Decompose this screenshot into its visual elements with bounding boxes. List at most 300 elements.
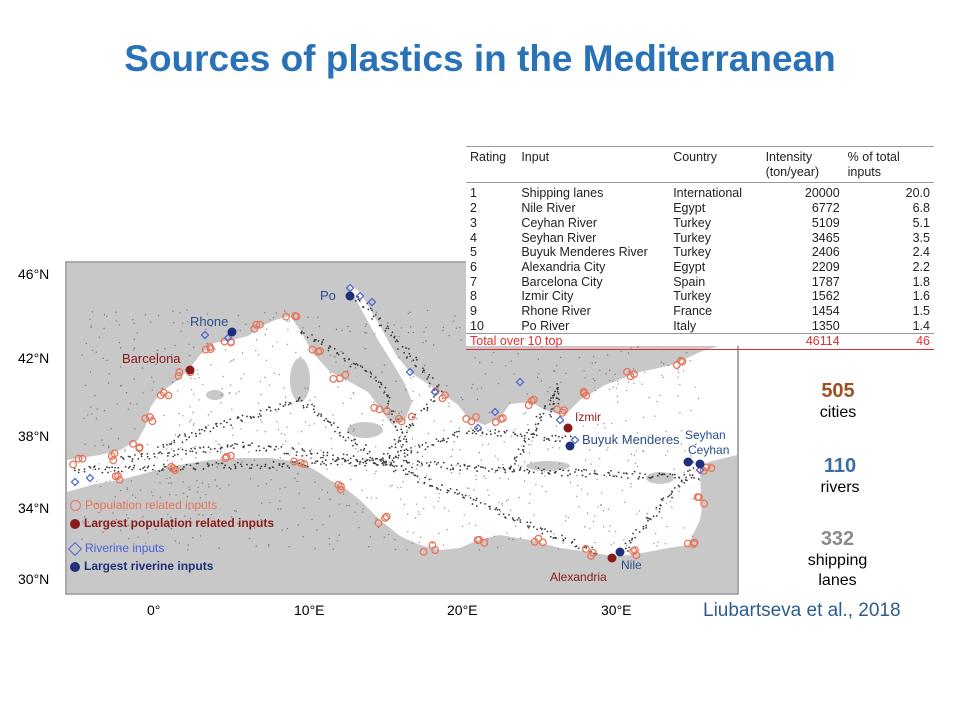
shipping-dot (287, 344, 288, 345)
shipping-dot (109, 373, 110, 374)
shipping-dot (178, 413, 179, 414)
shipping-dot (153, 453, 155, 455)
shipping-dot (190, 448, 192, 450)
shipping-dot (147, 456, 149, 458)
shipping-dot (231, 360, 232, 361)
shipping-dot (100, 486, 101, 487)
table-cell: 2406 (811, 245, 840, 260)
shipping-dot (361, 413, 362, 414)
shipping-dot (472, 503, 474, 505)
shipping-dot (157, 446, 159, 448)
shipping-dot (427, 310, 428, 311)
table-cell: 20.0 (905, 186, 930, 201)
shipping-dot (535, 484, 536, 485)
shipping-dot (423, 408, 425, 410)
shipping-dot (202, 483, 203, 484)
shipping-dot (481, 460, 482, 461)
shipping-dot (683, 474, 685, 476)
shipping-dot (251, 464, 253, 466)
shipping-dot (162, 444, 164, 446)
shipping-dot (663, 377, 664, 378)
shipping-dot (207, 462, 209, 464)
shipping-dot (410, 425, 412, 427)
shipping-dot (420, 466, 421, 467)
shipping-dot (260, 419, 261, 420)
shipping-dot (479, 549, 480, 550)
shipping-dot (375, 518, 376, 519)
shipping-dot (559, 447, 560, 448)
shipping-dot (365, 462, 367, 464)
shipping-dot (427, 446, 429, 448)
shipping-dot (188, 544, 189, 545)
shipping-dot (642, 526, 644, 528)
shipping-dot (92, 350, 93, 351)
shipping-dot (407, 462, 409, 464)
shipping-dot (584, 526, 585, 527)
shipping-dot (493, 352, 494, 353)
shipping-dot (276, 341, 277, 342)
shipping-dot (426, 407, 428, 409)
shipping-dot (439, 497, 440, 498)
shipping-dot (500, 435, 502, 437)
shipping-dot (656, 507, 658, 509)
shipping-dot (330, 463, 332, 465)
shipping-dot (258, 354, 259, 355)
shipping-dot (568, 517, 569, 518)
shipping-dot (428, 374, 430, 376)
table-cell: Barcelona City (521, 274, 603, 289)
shipping-dot (382, 459, 383, 460)
shipping-dot (634, 537, 636, 539)
shipping-dot (265, 464, 267, 466)
shipping-dot (302, 449, 304, 451)
shipping-dot (137, 537, 138, 538)
shipping-dot (417, 464, 419, 466)
shipping-dot (405, 389, 406, 390)
shipping-dot (583, 425, 584, 426)
shipping-dot (320, 463, 322, 465)
shipping-dot (671, 491, 673, 493)
shipping-dot (459, 449, 460, 450)
shipping-dot (343, 358, 345, 360)
shipping-dot (317, 316, 318, 317)
shipping-dot (412, 424, 414, 426)
shipping-dot (410, 377, 411, 378)
shipping-dot (229, 361, 230, 362)
shipping-dot (440, 466, 442, 468)
shipping-dot (98, 512, 99, 513)
shipping-dot (318, 413, 320, 415)
shipping-dot (395, 446, 397, 448)
shipping-dot (367, 309, 369, 311)
shipping-dot (410, 450, 412, 452)
shipping-dot (233, 447, 235, 449)
table-row (466, 275, 934, 290)
shipping-dot (191, 432, 193, 434)
shipping-dot (400, 428, 402, 430)
shipping-dot (288, 467, 290, 469)
shipping-dot (385, 464, 387, 466)
shipping-dot (313, 405, 315, 407)
table-cell: Shipping lanes (521, 186, 604, 201)
shipping-dot (503, 513, 505, 515)
shipping-dot (659, 395, 660, 396)
shipping-dot (90, 327, 91, 328)
shipping-dot (159, 482, 160, 483)
shipping-dot (266, 329, 267, 330)
shipping-dot (528, 429, 530, 431)
shipping-dot (647, 513, 648, 514)
shipping-dot (595, 390, 596, 391)
shipping-dot (373, 316, 375, 318)
shipping-dot (438, 384, 440, 386)
table-row (466, 201, 934, 216)
table-cell: Nile River (521, 201, 576, 216)
shipping-dot (273, 317, 274, 318)
shipping-dot (475, 433, 477, 435)
shipping-dot (495, 507, 497, 509)
shipping-dot (165, 466, 167, 468)
shipping-dot (81, 354, 82, 355)
shipping-dot (396, 465, 398, 467)
stat-cities (793, 380, 883, 423)
shipping-dot (117, 467, 119, 469)
shipping-dot (307, 387, 308, 388)
shipping-dot (674, 477, 676, 479)
shipping-dot (166, 444, 168, 446)
shipping-dot (369, 460, 371, 462)
shipping-dot (288, 404, 290, 406)
shipping-dot (642, 477, 644, 479)
shipping-dot (259, 450, 261, 452)
shipping-dot (156, 457, 157, 458)
shipping-dot (459, 465, 461, 467)
shipping-dot (390, 335, 391, 336)
shipping-dot (387, 325, 389, 327)
shipping-dot (404, 452, 406, 454)
shipping-dot (284, 404, 286, 406)
shipping-dot (634, 455, 635, 456)
shipping-dot (560, 357, 561, 358)
shipping-dot (525, 412, 526, 413)
shipping-dot (314, 462, 316, 464)
shipping-dot (306, 406, 308, 408)
shipping-dot (163, 470, 164, 471)
shipping-dot (544, 475, 545, 476)
shipping-dot (246, 416, 248, 418)
shipping-dot (352, 392, 353, 393)
label-po: Po (320, 288, 336, 303)
shipping-dot (608, 530, 609, 531)
shipping-dot (401, 446, 403, 448)
shipping-dot (585, 547, 587, 549)
shipping-dot (108, 447, 109, 448)
shipping-dot (376, 464, 378, 466)
shipping-dot (498, 383, 499, 384)
shipping-dot (541, 533, 543, 535)
shipping-dot (452, 468, 454, 470)
shipping-dot (116, 320, 117, 321)
shipping-dot (158, 470, 160, 472)
shipping-dot (412, 359, 414, 361)
shipping-dot (391, 410, 393, 412)
shipping-dot (111, 466, 113, 468)
stat-value: 332 (820, 528, 855, 550)
shipping-dot (404, 436, 406, 438)
shipping-dot (681, 481, 683, 483)
shipping-dot (294, 461, 296, 463)
table-cell: Turkey (673, 215, 711, 230)
shipping-dot (364, 332, 365, 333)
shipping-dot (85, 385, 86, 386)
shipping-dot (346, 454, 348, 456)
shipping-dot (606, 476, 607, 477)
shipping-dot (692, 474, 694, 476)
shipping-dot (193, 425, 194, 426)
shipping-dot (222, 376, 223, 377)
table-cell: 6772 (811, 201, 840, 216)
shipping-dot (557, 397, 559, 399)
shipping-dot (395, 443, 397, 445)
shipping-dot (506, 532, 507, 533)
shipping-dot (332, 459, 334, 461)
shipping-dot (106, 466, 108, 468)
shipping-dot (627, 550, 629, 552)
shipping-dot (350, 366, 352, 368)
shipping-dot (387, 328, 389, 330)
shipping-dot (491, 362, 492, 363)
shipping-dot (510, 360, 511, 361)
table-total-row (466, 334, 934, 350)
shipping-dot (533, 526, 535, 528)
shipping-dot (355, 443, 357, 445)
shipping-dot (412, 463, 413, 464)
shipping-dot (436, 386, 438, 388)
shipping-dot (633, 368, 634, 369)
shipping-dot (131, 480, 132, 481)
shipping-dot (350, 425, 351, 426)
shipping-dot (360, 449, 362, 451)
shipping-dot (202, 384, 203, 385)
shipping-dot (305, 421, 306, 422)
shipping-dot (359, 300, 361, 302)
shipping-dot (535, 466, 536, 467)
shipping-dot (410, 452, 412, 454)
shipping-dot (408, 348, 410, 350)
shipping-dot (653, 543, 654, 544)
shipping-dot (513, 469, 514, 470)
shipping-dot (527, 424, 528, 425)
shipping-dot (220, 448, 222, 450)
shipping-dot (662, 474, 663, 475)
sources-table (466, 146, 936, 349)
shipping-dot (438, 501, 439, 502)
shipping-dot (366, 303, 368, 305)
shipping-dot (205, 329, 206, 330)
shipping-dot (406, 426, 408, 428)
shipping-dot (638, 476, 640, 478)
shipping-dot (257, 485, 258, 486)
shipping-dot (550, 411, 552, 413)
shipping-dot (273, 467, 274, 468)
shipping-dot (635, 529, 637, 531)
shipping-dot (660, 505, 662, 507)
shipping-dot (581, 488, 582, 489)
shipping-dot (307, 317, 308, 318)
shipping-dot (529, 452, 530, 453)
shipping-dot (367, 497, 368, 498)
shipping-dot (226, 422, 228, 424)
shipping-dot (197, 487, 198, 488)
shipping-dot (118, 438, 119, 439)
shipping-dot (540, 419, 542, 421)
shipping-dot (126, 392, 127, 393)
shipping-dot (669, 501, 670, 502)
shipping-dot (90, 325, 91, 326)
shipping-dot (623, 472, 625, 474)
shipping-dot (107, 472, 109, 474)
shipping-dot (438, 533, 439, 534)
shipping-dot (537, 467, 539, 469)
label-ceyhan: Ceyhan (688, 443, 730, 457)
shipping-dot (378, 381, 380, 383)
shipping-dot (672, 474, 674, 476)
shipping-dot (398, 357, 399, 358)
shipping-dot (587, 513, 588, 514)
shipping-dot (549, 470, 551, 472)
shipping-dot (285, 441, 286, 442)
shipping-dot (476, 479, 477, 480)
shipping-dot (333, 422, 335, 424)
shipping-dot (494, 509, 496, 511)
shipping-dot (106, 316, 107, 317)
shipping-dot (523, 470, 525, 472)
shipping-dot (628, 460, 629, 461)
shipping-dot (498, 502, 499, 503)
shipping-dot (484, 503, 486, 505)
shipping-dot (336, 329, 337, 330)
shipping-dot (260, 415, 262, 417)
shipping-dot (371, 459, 372, 460)
shipping-dot (104, 314, 105, 315)
shipping-dot (181, 458, 182, 459)
shipping-dot (193, 394, 194, 395)
shipping-dot (556, 365, 557, 366)
shipping-dot (607, 355, 608, 356)
shipping-dot (281, 466, 283, 468)
shipping-dot (337, 387, 338, 388)
shipping-dot (408, 471, 410, 473)
shipping-dot (288, 546, 289, 547)
shipping-dot (462, 494, 464, 496)
shipping-dot (421, 462, 423, 464)
shipping-dot (375, 446, 376, 447)
shipping-dot (400, 435, 401, 436)
shipping-dot (216, 485, 217, 486)
shipping-dot (192, 412, 193, 413)
shipping-dot (609, 369, 610, 370)
shipping-dot (241, 465, 243, 467)
shipping-dot (536, 428, 538, 430)
shipping-dot (436, 488, 437, 489)
shipping-dot (482, 431, 484, 433)
shipping-dot (395, 549, 396, 550)
shipping-dot (674, 474, 676, 476)
shipping-dot (327, 420, 329, 422)
shipping-dot (366, 469, 367, 470)
shipping-dot (524, 435, 526, 437)
shipping-dot (427, 376, 429, 378)
table-header: Intensity (ton/year) (765, 150, 820, 179)
shipping-dot (394, 324, 395, 325)
shipping-dot (405, 473, 407, 475)
shipping-dot (254, 460, 255, 461)
shipping-dot (457, 463, 459, 465)
shipping-dot (298, 524, 299, 525)
shipping-dot (381, 463, 383, 465)
table-header: Input (521, 150, 550, 164)
shipping-dot (133, 465, 135, 467)
shipping-dot (587, 493, 588, 494)
shipping-dot (441, 390, 443, 392)
shipping-dot (319, 326, 320, 327)
shipping-dot (568, 469, 569, 470)
shipping-dot (494, 432, 496, 434)
shipping-dot (543, 439, 545, 441)
shipping-dot (210, 448, 212, 450)
shipping-dot (508, 538, 509, 539)
shipping-dot (432, 543, 433, 544)
shipping-dot (188, 486, 189, 487)
shipping-dot (543, 469, 545, 471)
shipping-dot (216, 466, 217, 467)
table-cell: Italy (673, 318, 697, 333)
shipping-dot (529, 493, 530, 494)
shipping-dot (286, 321, 287, 322)
citation: Liubartseva et al., 2018 (703, 600, 901, 621)
shipping-dot (430, 478, 431, 479)
shipping-dot (667, 476, 669, 478)
shipping-dot (364, 370, 366, 372)
shipping-dot (171, 441, 172, 442)
shipping-dot (127, 489, 128, 490)
shipping-dot (678, 372, 679, 373)
shipping-dot (309, 425, 310, 426)
shipping-dot (371, 309, 373, 311)
shipping-dot (412, 543, 413, 544)
largest-riverine-marker (566, 442, 575, 451)
shipping-dot (391, 413, 393, 415)
shipping-dot (263, 447, 265, 449)
shipping-dot (321, 343, 323, 345)
shipping-dot (380, 324, 382, 326)
shipping-dot (502, 464, 503, 465)
shipping-dot (234, 443, 236, 445)
shipping-dot (398, 413, 399, 414)
shipping-dot (480, 502, 482, 504)
shipping-dot (434, 420, 435, 421)
shipping-dot (454, 492, 456, 494)
shipping-dot (409, 312, 410, 313)
shipping-dot (388, 400, 390, 402)
stat-rivers (795, 455, 885, 498)
shipping-dot (639, 531, 641, 533)
shipping-dot (242, 352, 243, 353)
shipping-dot (208, 486, 209, 487)
shipping-dot (265, 431, 266, 432)
shipping-dot (572, 541, 574, 543)
shipping-dot (398, 441, 400, 443)
